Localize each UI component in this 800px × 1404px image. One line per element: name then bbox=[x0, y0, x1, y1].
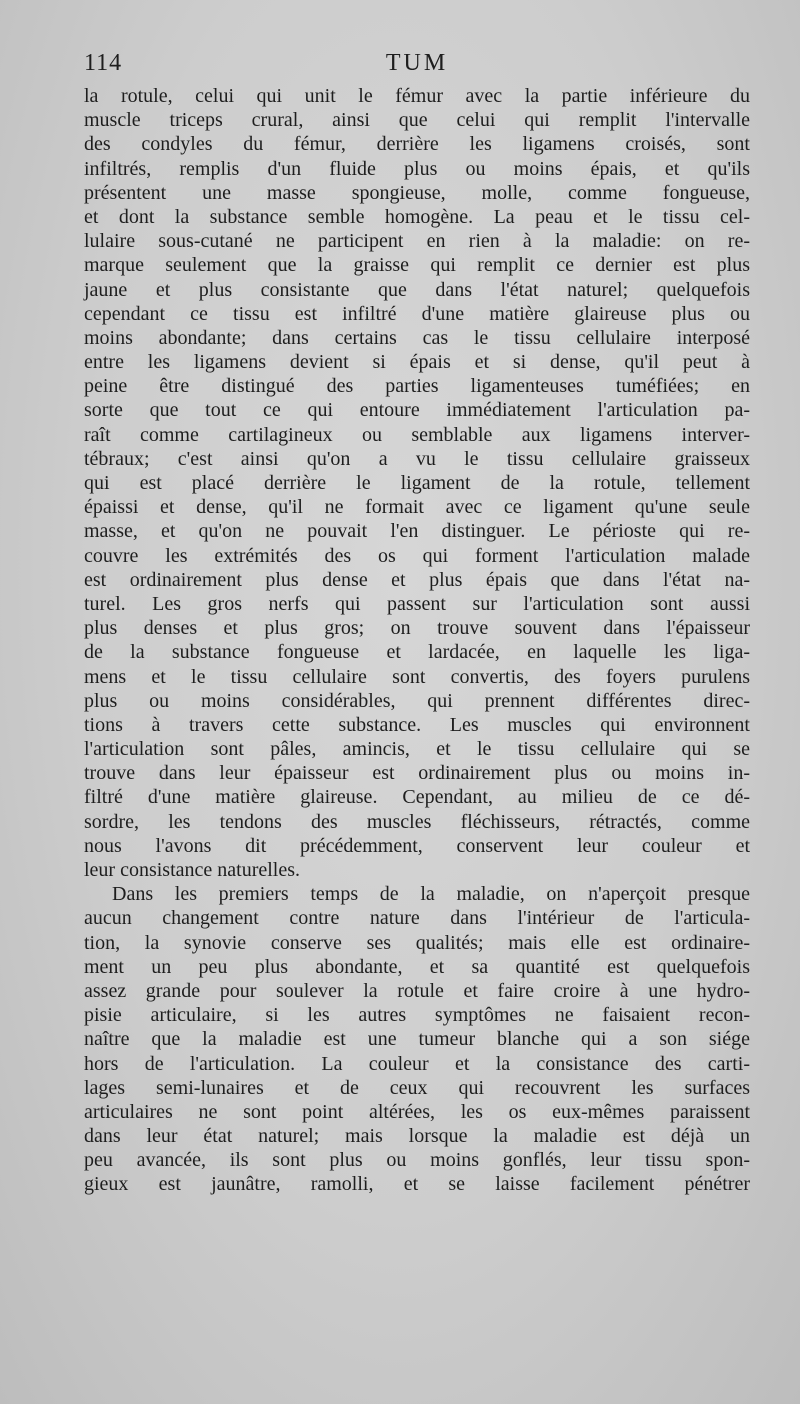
text-line: cependant ce tissu est infiltré d'une matière glaireuse plus ou bbox=[84, 302, 750, 325]
text-line: leur consistance naturelles. bbox=[84, 859, 301, 881]
text-line: présentent une masse spongieuse, molle, comme fongueuse, bbox=[84, 181, 750, 204]
text-line: plus denses et plus gros; on trouve souvent dans l'épaisseur bbox=[84, 617, 750, 640]
text-line: lages semi-lunaires et de ceux qui recouvrent les surfaces bbox=[84, 1076, 750, 1099]
text-line: tébraux; c'est ainsi qu'on a vu le tissu cellulaire graisseux bbox=[84, 447, 750, 470]
text-line: entre les ligamens devient si épais et si dense, qu'il peut à bbox=[84, 351, 750, 374]
text-line: et dont la substance semble homogène. La peau et le tissu cel- bbox=[84, 205, 750, 228]
paragraph bbox=[84, 882, 750, 1196]
text-line: naître que la maladie est une tumeur blanche qui a son siége bbox=[84, 1028, 750, 1051]
text-line: de la substance fongueuse et lardacée, en laquelle les liga- bbox=[84, 641, 750, 664]
text-line: l'articulation sont pâles, amincis, et le tissu cellulaire qui se bbox=[84, 738, 750, 761]
text-line: marque seulement que la graisse qui remplit ce dernier est plus bbox=[84, 254, 750, 277]
running-head: TUM bbox=[385, 50, 449, 76]
paragraph bbox=[84, 84, 750, 882]
text-line: peu avancée, ils sont plus ou moins gonflés, leur tissu spon- bbox=[84, 1149, 750, 1172]
text-line: jaune et plus consistante que dans l'état naturel; quelquefois bbox=[84, 278, 750, 301]
text-line: articulaires ne sont point altérées, les os eux-mêmes paraissent bbox=[84, 1100, 750, 1123]
text-line: infiltrés, remplis d'un fluide plus ou moins épais, et qu'ils bbox=[84, 157, 750, 180]
text-line: tion, la synovie conserve ses qualités; mais elle est ordinaire- bbox=[84, 931, 750, 954]
text-line: plus ou moins considérables, qui prennent différentes direc- bbox=[84, 689, 750, 712]
text-line: sorte que tout ce qui entoure immédiatement l'articulation pa- bbox=[84, 399, 750, 422]
text-line: muscle triceps crural, ainsi que celui qui remplit l'intervalle bbox=[84, 109, 750, 132]
text-line: ment un peu plus abondante, et sa quantité est quelquefois bbox=[84, 955, 750, 978]
text-line: aucun changement contre nature dans l'intérieur de l'articula- bbox=[84, 907, 750, 930]
text-line: peine être distingué des parties ligamenteuses tuméfiées; en bbox=[84, 375, 750, 398]
body-text bbox=[84, 84, 750, 1197]
text-line: qui est placé derrière le ligament de la rotule, tellement bbox=[84, 472, 750, 494]
text-line: filtré d'une matière glaireuse. Cependant, au milieu de ce dé- bbox=[84, 786, 750, 809]
text-line: gieux est jaunâtre, ramolli, et se laisse facilement pénétrer bbox=[84, 1173, 750, 1196]
text-line: turel. Les gros nerfs qui passent sur l'articulation sont aussi bbox=[84, 592, 750, 615]
text-line: assez grande pour soulever la rotule et faire croire à une hydro- bbox=[84, 979, 750, 1002]
text-line: sordre, les tendons des muscles fléchisseurs, rétractés, comme bbox=[84, 810, 750, 833]
page-header bbox=[84, 50, 750, 82]
text-line: dans leur état naturel; mais lorsque la maladie est déjà un bbox=[84, 1125, 750, 1148]
text-line: couvre les extrémités des os qui forment l'articulation malade bbox=[84, 544, 750, 567]
text-line: Dans les premiers temps de la maladie, on n'aperçoit presque bbox=[112, 883, 750, 906]
text-line: épaissi et dense, qu'il ne formait avec ce ligament qu'une seule bbox=[84, 496, 750, 519]
text-line: masse, et qu'on ne pouvait l'en distinguer. Le périoste qui re- bbox=[84, 520, 750, 543]
text-line: nous l'avons dit précédemment, conservent leur couleur et bbox=[84, 834, 750, 857]
text-line: des condyles du fémur, derrière les ligamens croisés, sont bbox=[84, 133, 750, 156]
text-line: la rotule, celui qui unit le fémur avec la partie inférieure du bbox=[84, 85, 750, 107]
text-line: raît comme cartilagineux ou semblable aux ligamens interver- bbox=[84, 423, 750, 446]
text-line: moins abondante; dans certains cas le tissu cellulaire interposé bbox=[84, 326, 750, 349]
text-line: trouve dans leur épaisseur est ordinairement plus ou moins in- bbox=[84, 762, 750, 785]
text-line: mens et le tissu cellulaire sont convertis, des foyers purulens bbox=[84, 665, 750, 688]
page-number: 114 bbox=[84, 50, 123, 76]
text-line: hors de l'articulation. La couleur et la consistance des carti- bbox=[84, 1052, 750, 1075]
text-line: tions à travers cette substance. Les muscles qui environnent bbox=[84, 713, 750, 736]
text-line: lulaire sous-cutané ne participent en rien à la maladie: on re- bbox=[84, 230, 750, 253]
text-line: pisie articulaire, si les autres symptômes ne faisaient recon- bbox=[84, 1004, 750, 1027]
text-line: est ordinairement plus dense et plus épais que dans l'état na- bbox=[84, 568, 750, 591]
